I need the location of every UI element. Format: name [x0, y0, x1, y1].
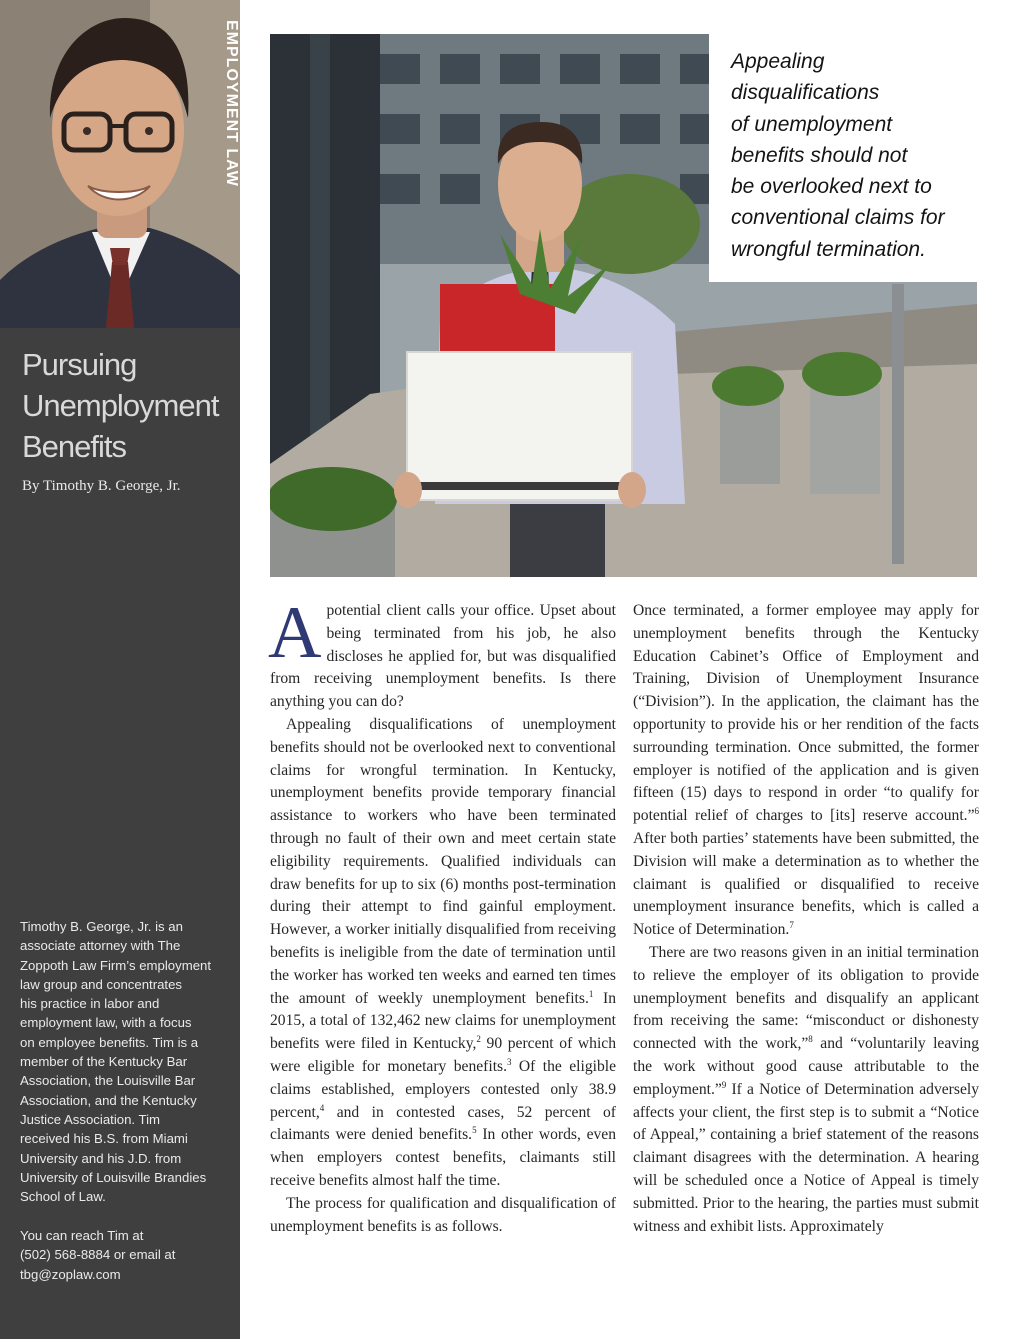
drop-cap: A [268, 592, 322, 674]
article-column-right [633, 600, 979, 1238]
footnote-ref: 9 [721, 1079, 727, 1090]
title-line: Unemployment [22, 388, 219, 423]
paragraph: The process for qualification and disqualification of unemployment benefits is as follows. [270, 1194, 616, 1235]
footnote-ref: 6 [974, 805, 979, 816]
article-column-left [268, 592, 617, 1238]
bio-line: his practice in labor and [20, 996, 160, 1012]
contact-phone: (502) 568-8884 or email at [20, 1247, 176, 1263]
author-portrait-image [0, 0, 240, 328]
pull-quote-line: wrongful termination. [731, 237, 926, 261]
footnote-ref: 3 [507, 1056, 512, 1067]
paragraph: There are two reasons given in an initial termination to relieve the employer of its obligation to provide unemployment benefits and disqualify an applicant from receiving the same: “misconduct or dishonesty connected with the work,”$^8$ and “voluntarily leaving the work without good cause attributable to the employment.”$^9$ If a Notice of Determination adversely affects your client, the first step is to submit a “Notice of Appeal,” containing a brief statement of the reasons claimant disagrees with the determination. A hearing will be scheduled once a Notice of Appeal is timely submitted. Prior to the hearing, the parties must submit witness and exhibit lists. Approximately [633, 943, 979, 1235]
pull-quote-box [709, 34, 977, 282]
author-headshot [0, 0, 240, 328]
footnote-ref: 5 [472, 1125, 477, 1136]
bio-line: received his B.S. from Miami [20, 1131, 188, 1147]
paragraph: Once terminated, a former employee may apply for unemployment benefits through the Kentucky Education Cabinet’s Office of Employment and Training, Division of Unemployment Insurance (“Division”). In the application, the claimant has the opportunity to provide his or her rendition of the facts surrounding termination. Once submitted, the former employer is notified of the application and is given fifteen (15) days to respond in order “to qualify for potential relief of charges to [its] reserve account.”$^6$ After both parties’ statements have been submitted, the Division will make a determination as to whether the claimant is qualified or disqualified to receive unemployment insurance benefits, which is called a Notice of Determination.$^7$ [633, 602, 979, 939]
pull-quote-line: be overlooked next to [731, 175, 932, 199]
bio-line: School of Law. [20, 1189, 106, 1205]
contact-line: You can reach Tim at [20, 1228, 144, 1243]
footnote-ref: 4 [319, 1102, 325, 1113]
bio-line: associate attorney with The [20, 938, 181, 954]
title-line: Pursuing [22, 347, 137, 382]
bio-line: Justice Association. Tim [20, 1111, 160, 1127]
bio-line: University and his J.D. from [20, 1150, 182, 1166]
pull-quote-line: conventional claims for [731, 206, 945, 230]
pull-quote-line: benefits should not [731, 143, 908, 167]
paragraph: Appealing disqualifications of unemployment benefits should not be overlooked next to conventional claims for wrongful termination. In Kentucky, unemployment benefits provide temporary financial assistance to workers who have been terminated through no fault of their own and meet certain state eligibility requirements. Qualified individuals can draw benefits for up to six (6) months post-termination during their attempt to find gainful employment. However, a worker initially disqualified from receiving benefits is ineligible from the date of termination until the worker has worked ten weeks and earned ten times the amount of weekly unemployment benefits.$^1$ In 2015, a total of 132,462 new claims for unemployment benefits were filed in Kentucky,$^2$ 90 percent of which were eligible for monetary benefits.$^3$ Of the eligible claims established, employers contested only 38.9 percent,$^4$ and in contested cases, 52 percent of claimants were denied benefits.$^5$ In other words, even when employers contest benefits, claimants still receive benefits almost half the time. [270, 715, 617, 1189]
author-contact [20, 1226, 232, 1284]
contact-email: tbg@zoplaw.com [20, 1266, 121, 1282]
bio-line: member of the Kentucky Bar [20, 1054, 188, 1070]
footnote-ref: 2 [476, 1033, 481, 1044]
paragraph-intro: Apotential client calls your office. Upset about being terminated from his job, he also discloses he applied for, but was disqualified from receiving unemployment benefits. Is there anything you can do? [268, 592, 616, 711]
pull-quote-line: of unemployment [731, 112, 893, 136]
title-line: Benefits [22, 429, 127, 464]
footnote-ref: 8 [808, 1033, 813, 1044]
bio-line: Zoppoth Law Firm’s employment [20, 957, 212, 973]
bio-line: employment law, with a focus [20, 1015, 192, 1031]
bio-line: Association, and the Kentucky [20, 1092, 197, 1108]
bio-line: Association, the Louisville Bar [20, 1073, 196, 1089]
footnote-ref: 7 [789, 919, 794, 930]
article-title [22, 344, 237, 467]
author-sidebar [0, 0, 240, 1339]
byline: By Timothy B. George, Jr. [22, 478, 181, 494]
footnote-ref: 1 [588, 988, 594, 999]
bio-line: University of Louisville Brandies [20, 1169, 207, 1185]
bio-line: on employee benefits. Tim is a [20, 1034, 199, 1050]
author-bio [20, 917, 232, 1206]
bio-line: Timothy B. George, Jr. is an [20, 919, 183, 934]
pull-quote-line: disqualifications [731, 81, 880, 105]
pull-quote-line: Appealing [731, 50, 825, 73]
hero-photo [270, 34, 977, 577]
section-tag: EMPLOYMENT LAW [223, 20, 240, 187]
pull-quote [731, 46, 977, 265]
bio-line: law group and concentrates [20, 976, 183, 992]
